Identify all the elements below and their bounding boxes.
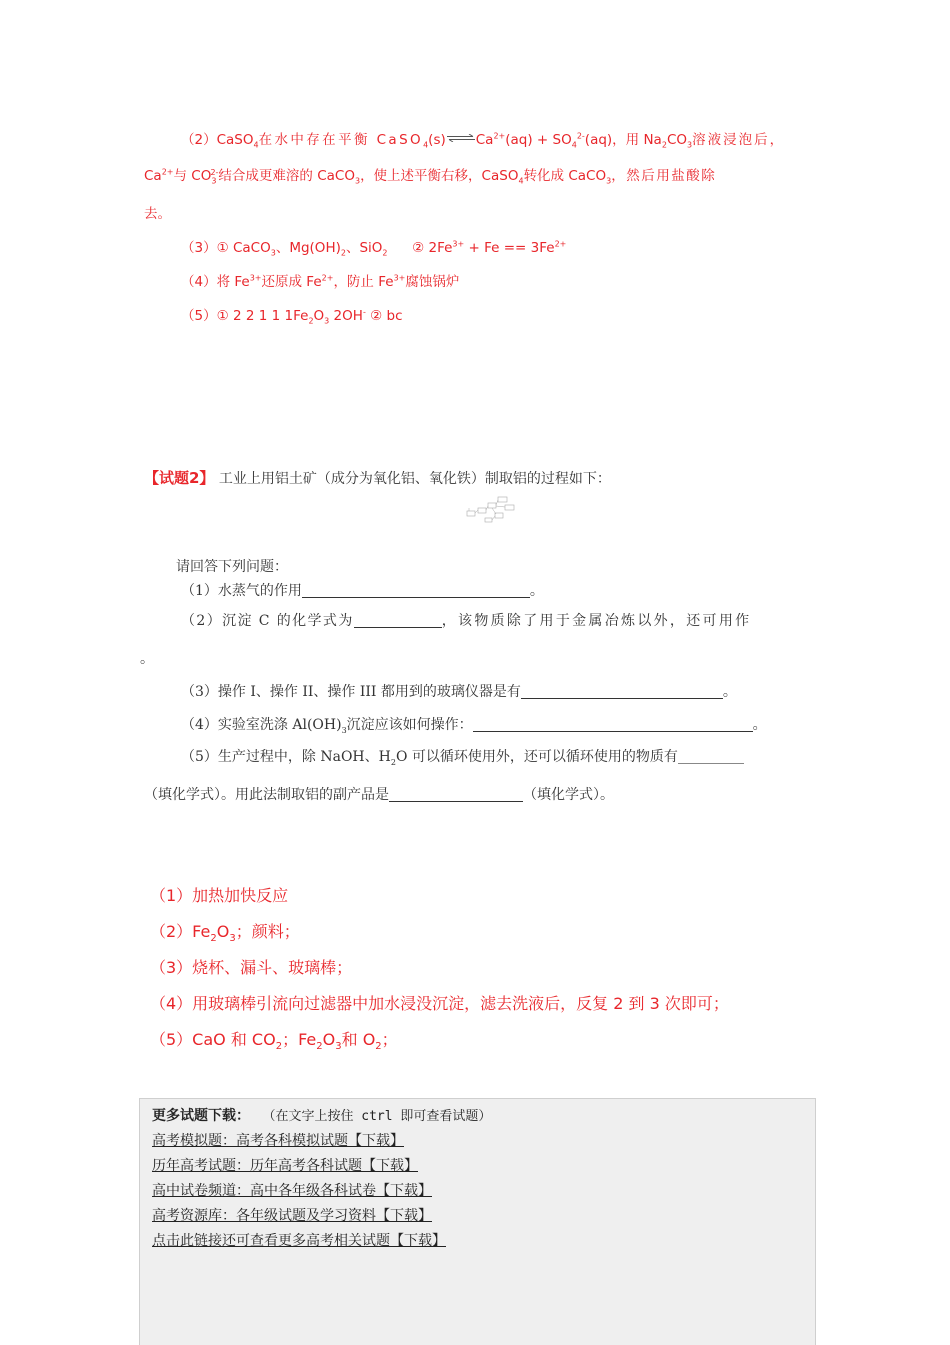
question-tag: 【试题2】 xyxy=(144,469,215,487)
more-downloads-box xyxy=(139,1098,816,1345)
question-2-end: 。 xyxy=(140,651,154,667)
more-downloads-hint: （在文字上按住 ctrl 即可查看试题） xyxy=(262,1109,492,1124)
download-link-resource-library[interactable]: 高考资源库：各年级试题及学习资料【下载】 xyxy=(152,1208,432,1224)
download-link-highschool-papers[interactable]: 高中试卷频道：高中各年级各科试卷【下载】 xyxy=(152,1183,432,1199)
answer-2-line3: 去。 xyxy=(144,206,171,222)
answer-blank-4[interactable] xyxy=(473,717,753,732)
question-3: （3）操作 I、操作 II、操作 III 都用到的玻璃仪器是有 。 xyxy=(181,684,737,700)
process-flow-diagram xyxy=(466,494,516,524)
question-prompt: 请回答下列问题： xyxy=(176,559,288,575)
question-5-line2: （填化学式）。用此法制取铝的副产品是 （填化学式）。 xyxy=(144,787,614,803)
question-4: （4）实验室洗涤 $Al(OH)_3$沉淀应该如何操作： 。 xyxy=(181,717,767,735)
question-2: （2）沉淀 C 的化学式为 ，该物质除了用于金属冶炼以外，还可用作 xyxy=(181,613,752,629)
answer2-1: （1）加热加快反应 xyxy=(150,886,289,905)
answer2-5: （5）CaO 和 $CO_2$；$Fe_2O_3$和 $O_2$； xyxy=(150,1030,398,1053)
answer2-4: （4）用玻璃棒引流向过滤器中加水浸没沉淀，滤去洗液后，反复 2 到 3 次即可； xyxy=(150,994,729,1013)
answer-3: （3）① CaCO$_3$、$Mg(OH)_2$、SiO$_2$ ② $2Fe^{3+} + Fe == 3Fe^{2+}$ xyxy=(181,239,567,258)
question-1: （1）水蒸气的作用 。 xyxy=(181,583,544,599)
answer-blank-2[interactable] xyxy=(354,613,442,628)
equilibrium-arrow-icon xyxy=(447,134,475,142)
answer-2-line2: $Ca^{2+}$与 $CO_3^{2-}$结合成更难溶的 CaCO$_3$，使上述平衡右移，CaSO$_4$转化成 CaCO$_3$，然后用盐酸除 xyxy=(144,167,717,186)
answer-4: （4）将 $Fe^{3+}$还原成 $Fe^{2+}$，防止 $Fe^{3+}$腐蚀锅炉 xyxy=(181,273,460,290)
download-link-mock-exams[interactable]: 高考模拟题：高考各科模拟试题【下载】 xyxy=(152,1133,404,1149)
answer-blank-1[interactable] xyxy=(302,583,530,598)
download-link-more[interactable]: 点击此链接还可查看更多高考相关试题【下载】 xyxy=(152,1233,446,1249)
answer-2-line1: （2）CaSO$_4$在水中存在平衡 CaSO$_4$(s) $Ca^{2+}(aq) + SO_4^{2-}(aq)$，用 $Na_2CO_3$溶液浸泡后， xyxy=(181,131,786,150)
download-link-past-exams[interactable]: 历年高考试题：历年高考各科试题【下载】 xyxy=(152,1158,418,1174)
answer-blank-5a[interactable] xyxy=(678,749,744,764)
answer-blank-3[interactable] xyxy=(521,684,723,699)
question-5: （5）生产过程中，除 NaOH、$H_2O$ 可以循环使用外，还可以循环使用的物质有 xyxy=(181,746,744,767)
answer2-2: $(2)Fe_2O_3$；颜料； xyxy=(150,922,300,945)
question-intro: 工业上用铝土矿（成分为氧化铝、氧化铁）制取铝的过程如下： xyxy=(218,471,611,487)
question-2-header xyxy=(144,467,611,488)
answer-blank-5b[interactable] xyxy=(389,787,523,802)
answer-5: （5）① 2 2 1 1 $1Fe_2O_3$ 2OH- ② bc xyxy=(181,307,403,326)
answer2-3: （3）烧杯、漏斗、玻璃棒； xyxy=(150,958,353,977)
more-downloads-title: 更多试题下载： xyxy=(152,1108,250,1124)
more-downloads-header xyxy=(152,1105,491,1125)
